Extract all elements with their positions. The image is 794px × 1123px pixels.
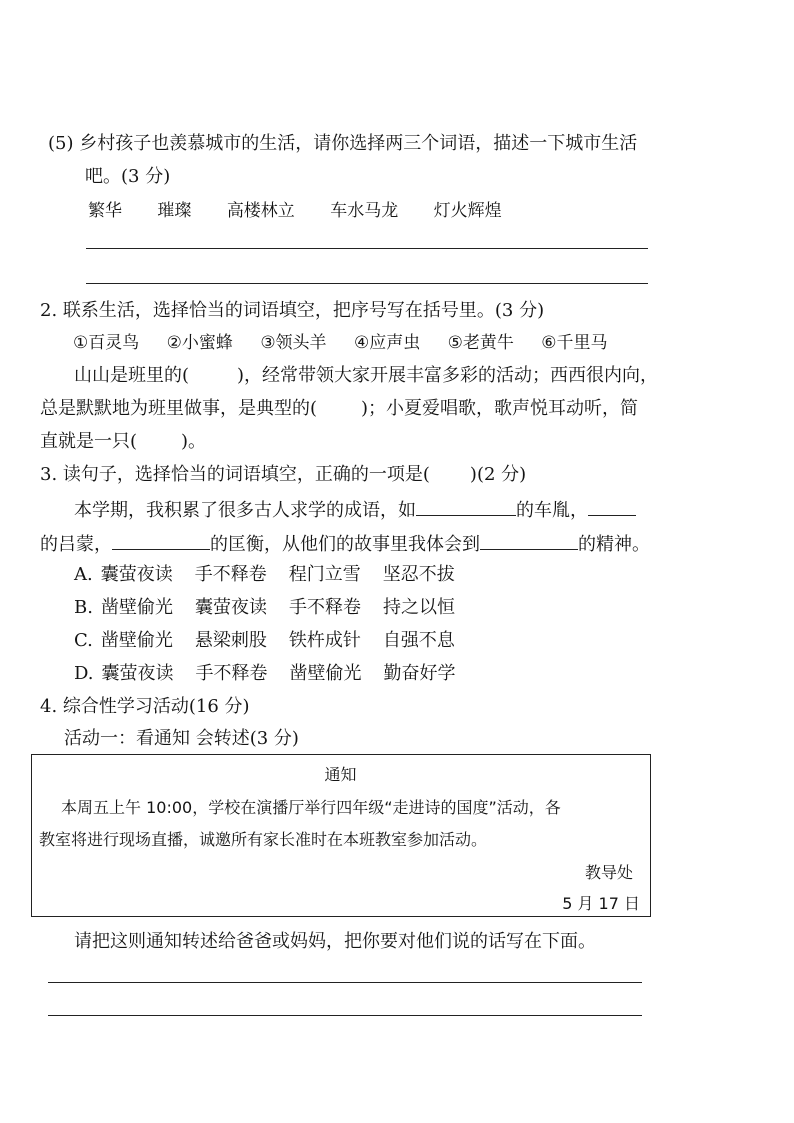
word-option: 车水马龙 (330, 201, 399, 221)
q4-instruction: 请把这则通知转述给爸爸或妈妈，把你要对他们说的话写在下面。 (74, 931, 596, 952)
q2-option-list (73, 330, 608, 356)
fill-blank[interactable] (416, 495, 516, 516)
q2-sentence-line1: 山山是班里的( )，经常带领大家开展丰富多彩的活动；西西很内向， (74, 365, 659, 386)
word-option: 灯火辉煌 (433, 201, 502, 221)
notice-date: 5 月 17 日 (562, 894, 640, 913)
q4-title: 4. 综合性学习活动(16 分) (40, 696, 250, 717)
word-option: ⑤老黄牛 (447, 333, 514, 353)
word-option: ①百灵鸟 (73, 333, 140, 353)
notice-body-line2: 教室将进行现场直播，诚邀所有家长准时在本班教室参加活动。 (39, 830, 488, 849)
word-option: 璀璨 (157, 201, 192, 221)
q5-prompt-line2: 吧。(3 分) (85, 166, 171, 187)
q3-title: 3. 读句子，选择恰当的词语填空，正确的一项是( )(2 分) (40, 464, 527, 485)
q5-prompt-line1: (5) 乡村孩子也羡慕城市的生活，请你选择两三个词语，描述一下城市生活 (48, 133, 638, 154)
word-option: ⑥千里马 (541, 333, 608, 353)
q2-sentence-line2: 总是默默地为班里做事，是典型的( )；小夏爱唱歌，歌声悦耳动听，简 (40, 398, 639, 419)
q3-sentence-line1: 本学期，我积累了很多古人求学的成语，如 的车胤， (74, 495, 636, 524)
fill-blank[interactable] (480, 529, 578, 550)
word-option: ④应声虫 (353, 333, 421, 353)
q2-sentence-line3: 直就是一只( )。 (40, 431, 207, 452)
q3-sentence-line2: 的吕蒙， 的匡衡，从他们的故事里我体会到 的精神。 (40, 529, 650, 558)
answer-line[interactable] (86, 283, 648, 284)
q3-choice-d[interactable]: D. 囊萤夜读 手不释卷 凿壁偷光 勤奋好学 (74, 663, 456, 684)
notice-box (31, 754, 651, 917)
word-option: 繁华 (88, 201, 122, 221)
notice-heading: 通知 (324, 765, 357, 784)
word-option: 高楼林立 (226, 201, 295, 221)
answer-line[interactable] (48, 982, 642, 983)
q3-choice-a[interactable]: A. 囊萤夜读 手不释卷 程门立雪 坚忍不拔 (74, 564, 455, 585)
q4-activity-title: 活动一：看通知 会转述(3 分) (64, 728, 299, 749)
notice-sender: 教导处 (584, 863, 633, 882)
q5-word-list (88, 198, 532, 224)
fill-blank[interactable] (588, 495, 636, 516)
notice-body-line1: 本周五上午 10:00，学校在演播厅举行四年级“走进诗的国度”活动，各 (61, 798, 561, 817)
q2-title: 2. 联系生活，选择恰当的词语填空，把序号写在括号里。(3 分) (40, 300, 545, 321)
word-option: ②小蜜蜂 (166, 333, 233, 353)
q3-choice-b[interactable]: B. 凿壁偷光 囊萤夜读 手不释卷 持之以恒 (74, 597, 455, 618)
answer-line[interactable] (86, 248, 648, 249)
answer-line[interactable] (48, 1015, 642, 1016)
q3-choice-c[interactable]: C. 凿壁偷光 悬梁刺股 铁杵成针 自强不息 (74, 630, 455, 651)
word-option: ③领头羊 (260, 333, 327, 353)
fill-blank[interactable] (112, 529, 210, 550)
